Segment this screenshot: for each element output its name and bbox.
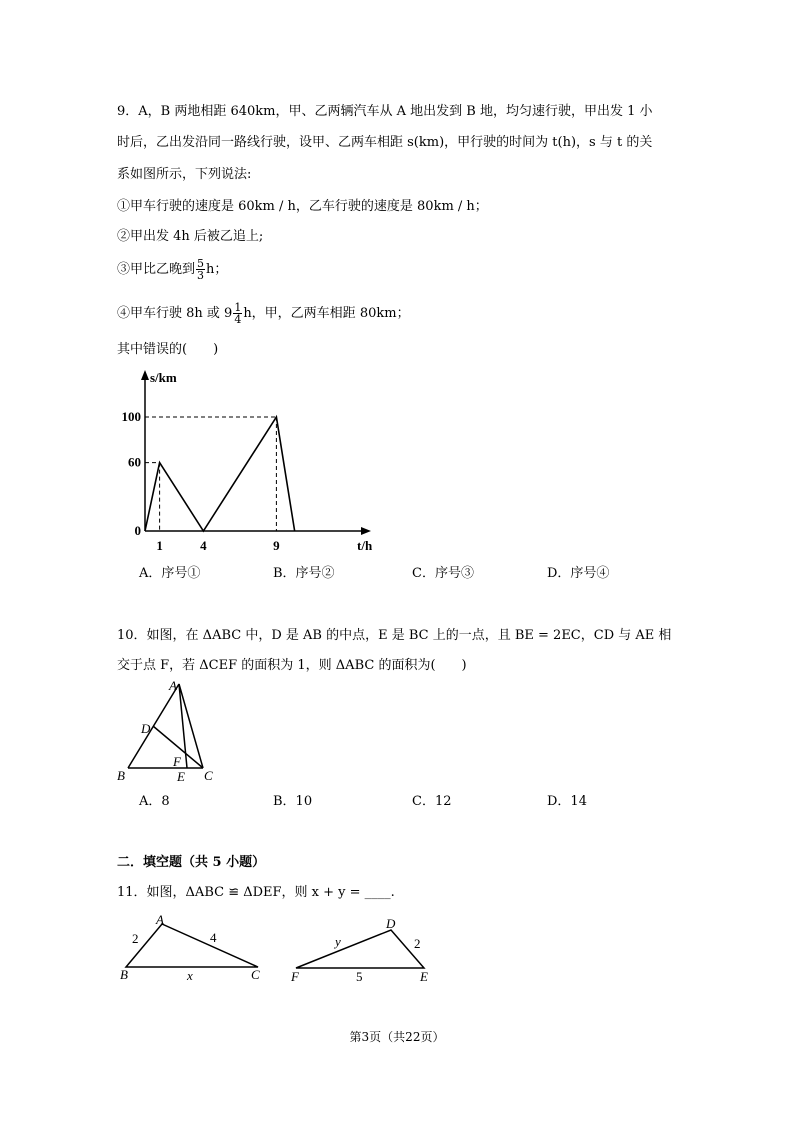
q9-option-d[interactable]: D．序号④ xyxy=(547,566,610,581)
q9-statement-1: ①甲车行驶的速度是 60km / h，乙车行驶的速度是 80km / h； xyxy=(117,199,488,214)
side-ac-length: 4 xyxy=(210,930,217,945)
label-e: E xyxy=(420,969,428,984)
fraction-1-4: $\frac{1}{4}$ xyxy=(234,301,242,326)
triangle-def-shape xyxy=(296,930,424,968)
page-footer: 第3页（共22页） xyxy=(349,1030,445,1044)
label-f: F xyxy=(173,754,181,769)
q9-ask: 其中错误的( ) xyxy=(117,342,219,357)
label-e: E xyxy=(177,769,185,784)
label-c: C xyxy=(204,768,213,783)
x-tick-label-9: 9 xyxy=(273,538,280,553)
label-b: B xyxy=(117,768,125,783)
label-b: B xyxy=(120,967,128,982)
side-fe-length: 5 xyxy=(356,969,363,984)
label-a: A xyxy=(156,912,164,927)
section-title: 二．填空题（共 5 小题） xyxy=(117,855,266,870)
q9-line3: 系如图所示，下列说法: xyxy=(117,167,252,182)
side-bc-length: x xyxy=(187,968,193,983)
q10-triangle-diagram xyxy=(115,676,225,786)
label-d: D xyxy=(141,721,151,736)
q10-line1: 10．如图，在 ΔABC 中，D 是 AB 的中点，E 是 BC 上的一点，且 BE = 2EC，CD 与 AE 相 xyxy=(117,628,672,643)
q11-triangle-def xyxy=(288,912,438,982)
x-tick-label-4: 4 xyxy=(200,538,207,553)
y-tick-label-0: 0 xyxy=(134,523,141,538)
s3-pre: ③甲比乙晚到 xyxy=(117,262,196,277)
label-d: D xyxy=(386,916,396,931)
q9-option-c[interactable]: C．序号③ xyxy=(412,566,474,581)
y-tick-label-100: 100 xyxy=(121,409,141,424)
q10-option-c[interactable]: C．12 xyxy=(412,794,452,809)
y-axis-arrow xyxy=(141,370,149,380)
x-tick-label-1: 1 xyxy=(156,538,163,553)
q9-line2: 时后，乙出发沿同一路线行驶，设甲、乙两车相距 s(km)，甲行驶的时间为 t(h)，s 与 t 的关 xyxy=(117,135,653,150)
q9-option-a[interactable]: A．序号① xyxy=(139,566,201,581)
y-axis-label: s/km xyxy=(150,370,177,385)
side-fd-length: y xyxy=(335,934,341,949)
side-de-length: 2 xyxy=(414,936,421,951)
q9-option-b[interactable]: B．序号② xyxy=(273,566,335,581)
q10-option-d[interactable]: D．14 xyxy=(547,794,587,809)
q10-option-a[interactable]: A．8 xyxy=(139,794,170,809)
s4-pre: ④甲车行驶 8h 或 9 xyxy=(117,306,233,321)
q9-statement-3 xyxy=(117,258,227,281)
series-line-s xyxy=(145,417,295,531)
label-a: A xyxy=(169,678,177,693)
label-c: C xyxy=(251,967,260,982)
fraction-5-3: $\frac{5}{3}$ xyxy=(197,257,205,282)
y-tick-label-60: 60 xyxy=(128,454,141,470)
q10-option-b[interactable]: B．10 xyxy=(273,794,313,809)
q9-statement-4 xyxy=(117,302,410,325)
side-ab-length: 2 xyxy=(132,931,139,946)
q11-line1: 11．如图，ΔABC ≌ ΔDEF，则 x + y = ____. xyxy=(117,885,395,900)
q9-chart xyxy=(121,368,385,553)
s3-post: h； xyxy=(206,262,228,277)
q9-statement-2: ②甲出发 4h 后被乙追上; xyxy=(117,229,264,244)
q10-line2: 交于点 F，若 ΔCEF 的面积为 1，则 ΔABC 的面积为( ) xyxy=(117,658,467,673)
s4-post: h，甲，乙两车相距 80km； xyxy=(243,306,410,321)
q11-triangle-abc xyxy=(118,912,268,982)
x-axis-arrow xyxy=(361,527,371,535)
triangle-abc-shape xyxy=(126,924,258,967)
q9-line1: 9．A，B 两地相距 640km，甲、乙两辆汽车从 A 地出发到 B 地，均匀速行驶，甲出发 1 小 xyxy=(117,104,653,119)
x-axis-label: t/h xyxy=(357,538,373,553)
label-f: F xyxy=(291,969,299,984)
